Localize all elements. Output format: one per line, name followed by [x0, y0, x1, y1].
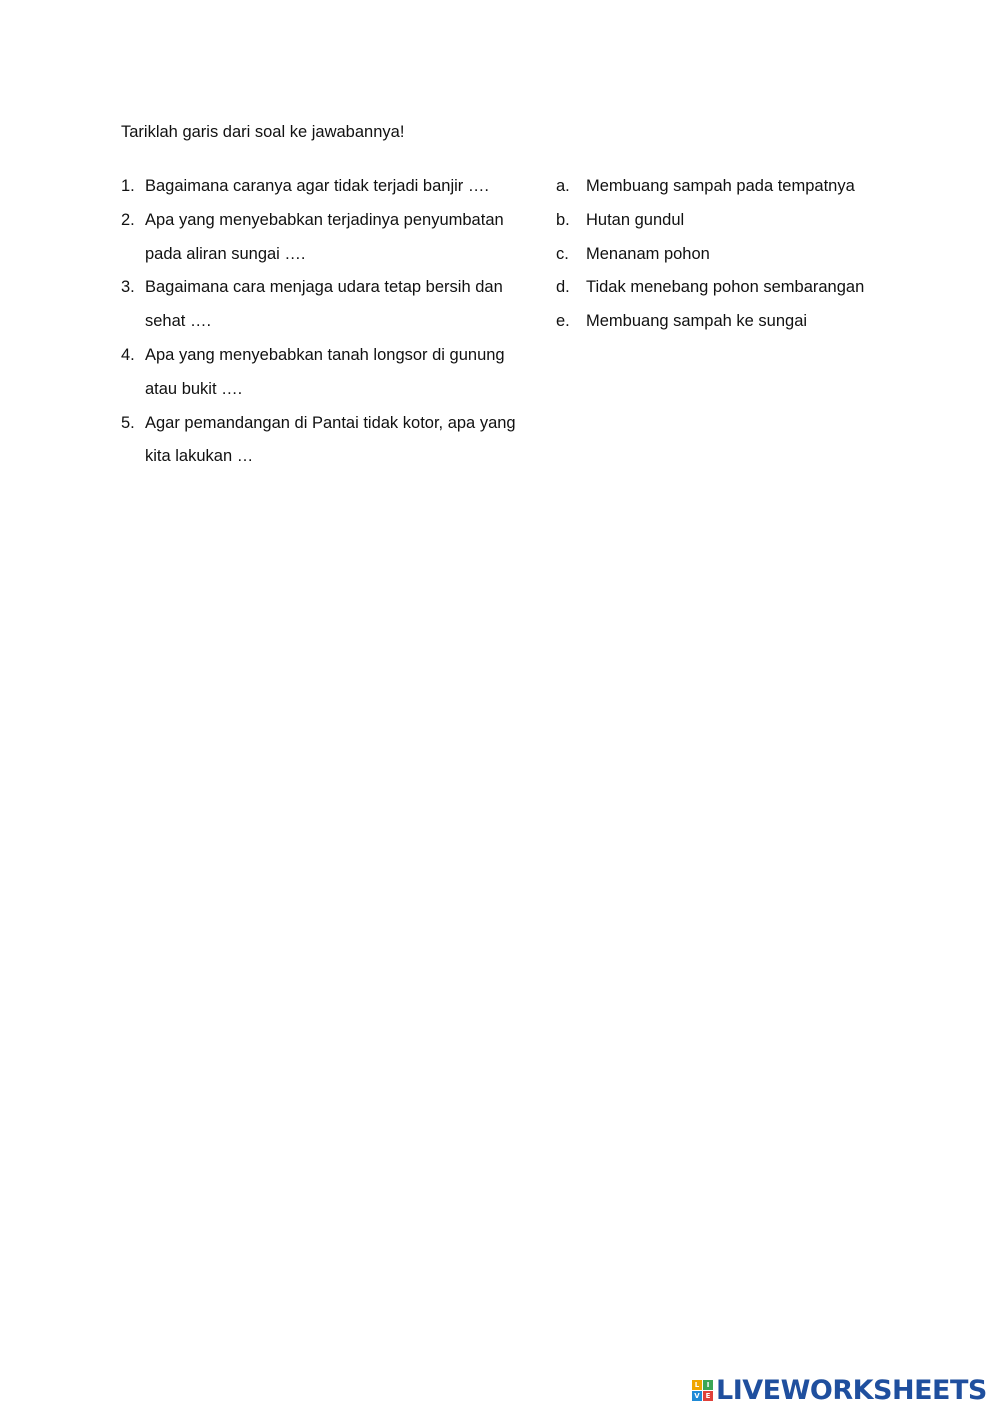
answer-list [556, 170, 956, 339]
answer-item[interactable] [556, 204, 956, 238]
answer-letter: e. [556, 312, 570, 331]
question-text-continued: pada aliran sungai …. [145, 244, 306, 263]
answer-text: Tidak menebang pohon sembarangan [586, 278, 865, 297]
answer-letter: b. [556, 210, 570, 229]
logo-mark-square: L [692, 1380, 702, 1390]
question-number: 4. [121, 345, 135, 364]
question-item [121, 204, 541, 272]
question-item [121, 339, 541, 407]
logo-mark-square: E [703, 1391, 713, 1401]
question-item [121, 271, 541, 339]
question-text: Agar pemandangan di Pantai tidak kotor, apa yang [145, 413, 516, 432]
answer-letter: c. [556, 244, 569, 263]
answer-text: Membuang sampah pada tempatnya [586, 177, 855, 195]
answer-item[interactable] [556, 170, 956, 204]
question-number: 2. [121, 210, 135, 229]
answer-text: Menanam pohon [586, 244, 710, 263]
logo-mark-icon [692, 1380, 713, 1401]
logo-mark-square: I [703, 1380, 713, 1390]
logo-mark-square: V [692, 1391, 702, 1401]
question-item [121, 407, 541, 475]
answer-letter: a. [556, 177, 570, 195]
logo-text: LIVEWORKSHEETS [716, 1374, 987, 1406]
answer-text: Hutan gundul [586, 210, 685, 229]
question-number: 5. [121, 413, 135, 432]
answer-item[interactable] [556, 271, 956, 305]
question-number: 1. [121, 177, 135, 195]
question-text-continued: kita lakukan … [145, 447, 254, 466]
question-number: 3. [121, 278, 135, 297]
question-item [121, 170, 541, 204]
question-text: Bagaimana caranya agar tidak terjadi banjir …. [145, 177, 489, 195]
question-text-continued: atau bukit …. [145, 379, 243, 398]
answer-item[interactable] [556, 238, 956, 272]
question-text: Bagaimana cara menjaga udara tetap bersih dan [145, 278, 503, 297]
question-list [121, 170, 541, 474]
answer-item[interactable] [556, 305, 956, 339]
question-text: Apa yang menyebabkan tanah longsor di gunung [145, 345, 505, 364]
liveworksheets-logo [692, 1374, 987, 1406]
answer-letter: d. [556, 278, 570, 297]
question-text: Apa yang menyebabkan terjadinya penyumbatan [145, 210, 504, 229]
instruction-text: Tariklah garis dari soal ke jawabannya! [121, 123, 405, 141]
answer-text: Membuang sampah ke sungai [586, 312, 808, 331]
question-text-continued: sehat …. [145, 312, 212, 331]
